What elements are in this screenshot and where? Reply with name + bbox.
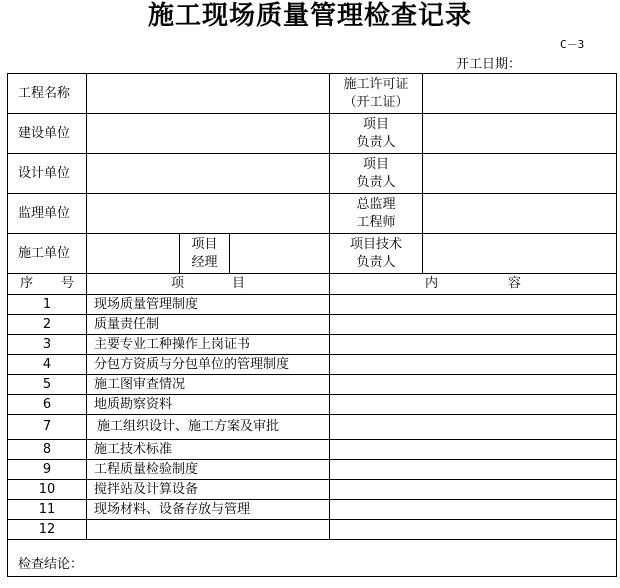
permit-label: 施工许可证 （开工证） <box>330 74 423 114</box>
content-cell[interactable] <box>330 500 617 520</box>
table-row: 2 质量责任制 <box>8 315 617 335</box>
construction-unit-label: 建设单位 <box>8 114 87 154</box>
project-lead-label: 项目 经理 <box>180 234 230 274</box>
chief-supervisor-label: 总监理 工程师 <box>330 194 423 234</box>
table-row: 6 地质勘察资料 <box>8 395 617 415</box>
content-cell[interactable] <box>330 460 617 480</box>
conclusion-label: 检查结论： <box>18 557 84 572</box>
content-cell[interactable] <box>330 315 617 335</box>
supervision-unit-label: 监理单位 <box>8 194 87 234</box>
start-date-label: 开工日期： <box>456 57 522 72</box>
project-name-label: 工程名称 <box>8 74 87 114</box>
construction-unit-value[interactable] <box>87 114 330 154</box>
table-row: 1 现场质量管理制度 <box>8 295 617 315</box>
content-cell[interactable] <box>330 480 617 500</box>
content-cell[interactable] <box>330 520 617 540</box>
content-cell[interactable] <box>330 375 617 395</box>
tech-lead-label: 项目技术 负责人 <box>330 234 423 274</box>
project-name-value[interactable] <box>87 74 330 114</box>
table-row: 7 施工组织设计、施工方案及审批 <box>8 415 617 440</box>
content-cell[interactable] <box>330 395 617 415</box>
conclusion-cell[interactable] <box>8 540 617 577</box>
form-title: 施工现场质量管理检查记录 <box>147 1 472 31</box>
project-manager-value-b[interactable] <box>423 154 617 194</box>
form-code: C－3 <box>560 38 585 51</box>
table-row: 9 工程质量检验制度 <box>8 460 617 480</box>
contractor-unit-value[interactable] <box>87 234 180 274</box>
col-header-content: 内 容 <box>330 274 617 295</box>
col-header-item: 项 目 <box>87 274 330 295</box>
project-lead-value[interactable] <box>230 234 330 274</box>
table-row: 11 现场材料、设备存放与管理 <box>8 500 617 520</box>
contractor-unit-label: 施工单位 <box>8 234 87 274</box>
table-row: 3 主要专业工种操作上岗证书 <box>8 335 617 355</box>
table-row: 5 施工图审查情况 <box>8 375 617 395</box>
design-unit-label: 设计单位 <box>8 154 87 194</box>
content-cell[interactable] <box>330 415 617 440</box>
tech-lead-value[interactable] <box>423 234 617 274</box>
table-row: 4 分包方资质与分包单位的管理制度 <box>8 355 617 375</box>
content-cell[interactable] <box>330 440 617 460</box>
table-row: 8 施工技术标准 <box>8 440 617 460</box>
design-unit-value[interactable] <box>87 154 330 194</box>
project-manager-label-b: 项目 负责人 <box>330 154 423 194</box>
col-header-no: 序 号 <box>8 274 87 295</box>
inspection-table <box>7 73 617 577</box>
content-cell[interactable] <box>330 355 617 375</box>
permit-value[interactable] <box>423 74 617 114</box>
table-row: 12 <box>8 520 617 540</box>
project-manager-value-a[interactable] <box>423 114 617 154</box>
content-cell[interactable] <box>330 335 617 355</box>
supervision-unit-value[interactable] <box>87 194 330 234</box>
table-row: 10 搅拌站及计算设备 <box>8 480 617 500</box>
content-cell[interactable] <box>330 295 617 315</box>
project-manager-label-a: 项目 负责人 <box>330 114 423 154</box>
chief-supervisor-value[interactable] <box>423 194 617 234</box>
